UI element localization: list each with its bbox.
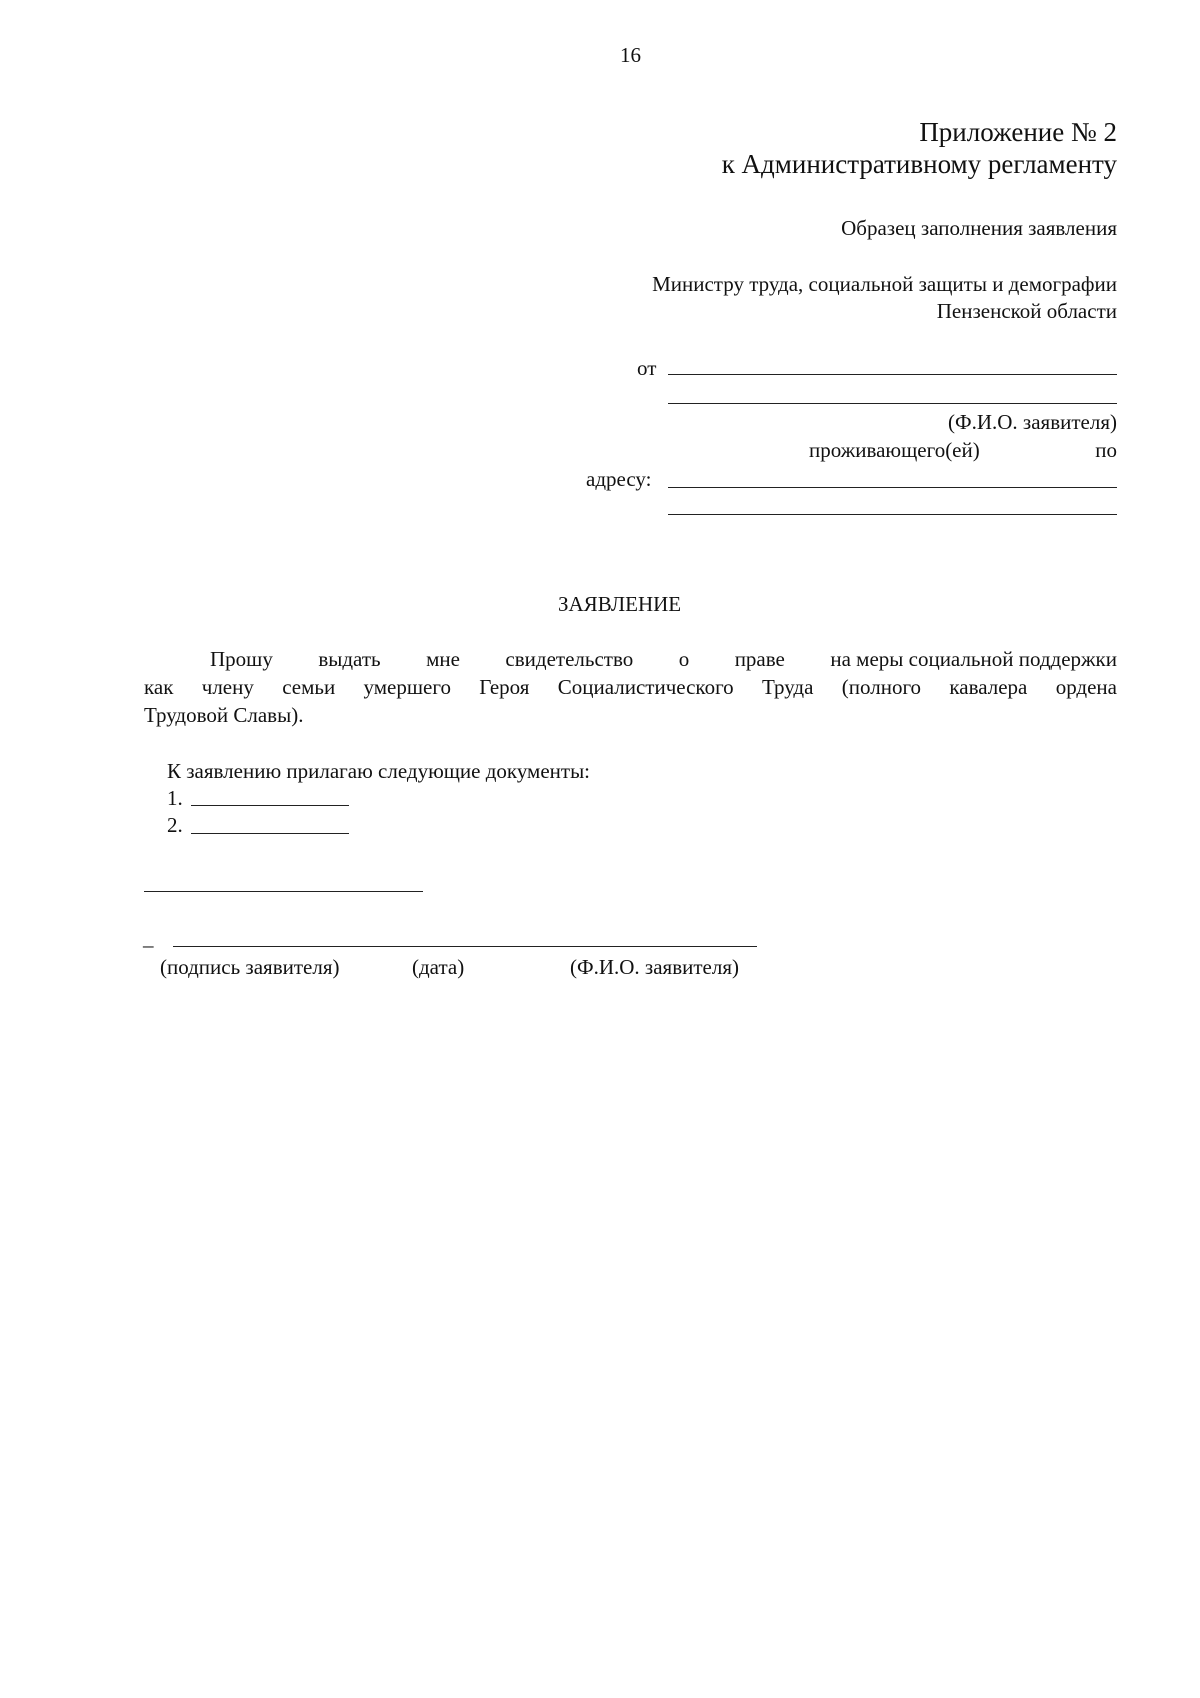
applicant-name-line-1 [668,374,1117,375]
document-title: ЗАЯВЛЕНИЕ [558,592,682,616]
body-word: мне [426,647,460,671]
body-word: выдать [318,647,381,671]
body-word: на меры социальной поддержки [830,647,1117,671]
body-line-2: как члену семьи умершего Героя Социалистического Труда (полного кавалера ордена [144,675,1117,699]
appendix-subtitle: к Административному регламенту [721,149,1117,179]
attachment-number-1: 1. [167,786,183,810]
attachment-line-2 [191,833,349,834]
applicant-name-line-2 [668,403,1117,404]
address-line-2 [668,514,1117,515]
body-word: о [678,647,690,671]
address-label: адресу: [586,467,652,491]
body-line-3: Трудовой Славы). [144,703,304,727]
from-label: от [637,356,657,380]
sample-label: Образец заполнения заявления [841,216,1117,240]
body-word: Прошу [210,647,273,671]
body-word: свидетельство [505,647,634,671]
addressee-line-2: Пензенской области [936,299,1117,323]
page-number: 16 [620,43,641,67]
body-word: праве [734,647,785,671]
attachment-line-1 [191,805,349,806]
signature-dash: _ [143,926,154,950]
body-line-1 [210,646,1117,672]
signature-caption: (подпись заявителя) [160,955,340,979]
attachment-number-2: 2. [167,813,183,837]
attachments-intro: К заявлению прилагаю следующие документы: [167,759,591,783]
residing-word: проживающего(ей) [809,438,980,462]
signature-long-line [173,946,757,947]
po-word: по [1095,438,1117,462]
date-caption: (дата) [412,955,465,979]
addressee-line-1: Министру труда, социальной защиты и демографии [652,272,1117,296]
fio-caption: (Ф.И.О. заявителя) [948,410,1117,434]
fio-signature-caption: (Ф.И.О. заявителя) [570,955,739,979]
appendix-title: Приложение № 2 [919,117,1117,147]
address-line-1 [668,487,1117,488]
signature-top-line [144,891,423,892]
